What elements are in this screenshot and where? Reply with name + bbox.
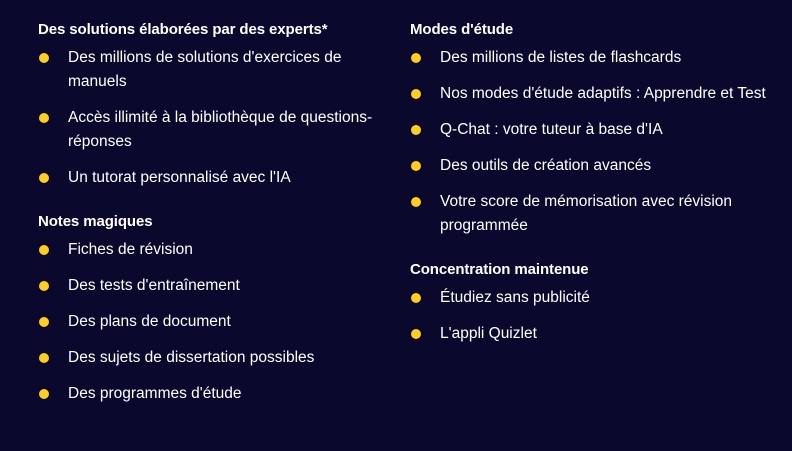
item-label: Votre score de mémorisation avec révision programmée bbox=[440, 193, 733, 234]
bullet-dot-icon bbox=[411, 53, 421, 63]
feature-list bbox=[38, 238, 378, 406]
list-item bbox=[38, 166, 378, 190]
list-item bbox=[38, 238, 378, 262]
item-label: Des tests d'entraînement bbox=[68, 277, 240, 294]
item-label: Nos modes d'étude adaptifs : Apprendre et Test bbox=[440, 85, 766, 102]
bullet-dot-icon bbox=[39, 353, 49, 363]
list-item bbox=[410, 286, 770, 310]
bullet-dot-icon bbox=[39, 113, 49, 123]
section-study-modes bbox=[410, 20, 770, 238]
list-item bbox=[410, 154, 770, 178]
item-label: L'appli Quizlet bbox=[440, 325, 537, 342]
item-label: Des millions de solutions d'exercices de manuels bbox=[68, 49, 342, 90]
section-title: Notes magiques bbox=[38, 213, 153, 230]
item-label: Des millions de listes de flashcards bbox=[440, 49, 682, 66]
left-column bbox=[38, 20, 378, 428]
bullet-dot-icon bbox=[39, 173, 49, 183]
section-focus bbox=[410, 260, 770, 346]
section-title: Des solutions élaborées par des experts* bbox=[38, 21, 328, 38]
section-title: Concentration maintenue bbox=[410, 261, 589, 278]
section-expert-solutions bbox=[38, 20, 378, 190]
bullet-dot-icon bbox=[411, 329, 421, 339]
bullet-dot-icon bbox=[39, 389, 49, 399]
bullet-dot-icon bbox=[39, 53, 49, 63]
list-item bbox=[38, 106, 378, 154]
bullet-dot-icon bbox=[411, 197, 421, 207]
list-item bbox=[38, 382, 378, 406]
item-label: Étudiez sans publicité bbox=[440, 289, 590, 306]
bullet-dot-icon bbox=[39, 245, 49, 255]
list-item bbox=[38, 274, 378, 298]
list-item bbox=[38, 310, 378, 334]
right-column bbox=[410, 20, 770, 368]
item-label: Un tutorat personnalisé avec l'IA bbox=[68, 169, 291, 186]
feature-list bbox=[410, 286, 770, 346]
section-magic-notes bbox=[38, 212, 378, 406]
item-label: Q-Chat : votre tuteur à base d'IA bbox=[440, 121, 663, 138]
bullet-dot-icon bbox=[39, 317, 49, 327]
item-label: Des plans de document bbox=[68, 313, 231, 330]
item-label: Des programmes d'étude bbox=[68, 385, 242, 402]
list-item bbox=[410, 82, 770, 106]
item-label: Fiches de révision bbox=[68, 241, 193, 258]
bullet-dot-icon bbox=[411, 161, 421, 171]
bullet-dot-icon bbox=[411, 89, 421, 99]
list-item bbox=[38, 46, 378, 94]
list-item bbox=[38, 346, 378, 370]
list-item bbox=[410, 190, 770, 238]
list-item bbox=[410, 46, 770, 70]
item-label: Des outils de création avancés bbox=[440, 157, 652, 174]
item-label: Des sujets de dissertation possibles bbox=[68, 349, 315, 366]
bullet-dot-icon bbox=[411, 293, 421, 303]
list-item bbox=[410, 118, 770, 142]
feature-list bbox=[410, 46, 770, 238]
item-label: Accès illimité à la bibliothèque de questions-réponses bbox=[68, 109, 373, 150]
section-title: Modes d'étude bbox=[410, 21, 514, 38]
bullet-dot-icon bbox=[411, 125, 421, 135]
list-item bbox=[410, 322, 770, 346]
feature-list bbox=[38, 46, 378, 190]
bullet-dot-icon bbox=[39, 281, 49, 291]
